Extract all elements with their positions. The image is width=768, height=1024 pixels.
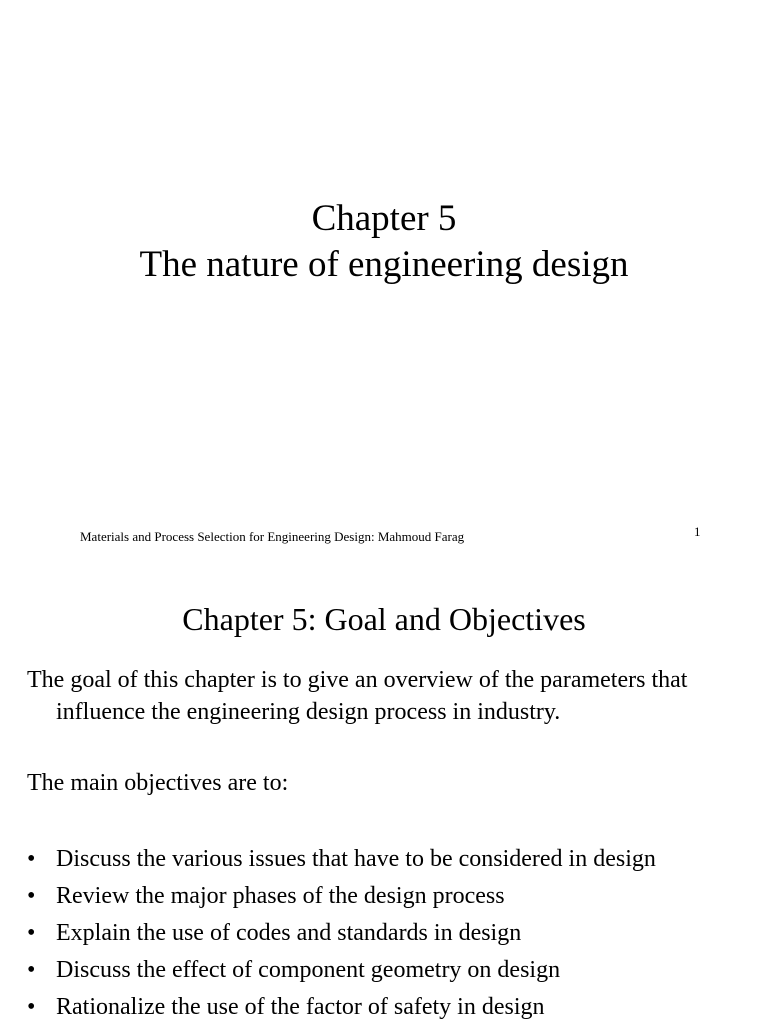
objectives-list xyxy=(27,841,656,1024)
chapter-title: The nature of engineering design xyxy=(139,244,629,285)
bullet-icon: • xyxy=(27,994,36,1020)
slide-2 xyxy=(0,575,768,1024)
list-item xyxy=(27,915,656,952)
objective-text: Review the major phases of the design process xyxy=(56,883,505,909)
bullet-icon: • xyxy=(27,920,36,946)
slide-1-title xyxy=(0,196,768,288)
bullet-icon: • xyxy=(27,883,36,909)
goal-paragraph: The goal of this chapter is to give an overview of the parameters that influence the engineering design process in industry. xyxy=(27,667,688,725)
objective-text: Explain the use of codes and standards in design xyxy=(56,920,522,946)
objective-text: Discuss the effect of component geometry on design xyxy=(56,957,561,983)
list-item xyxy=(27,989,656,1024)
list-item xyxy=(27,841,656,878)
list-item xyxy=(27,878,656,915)
objectives-intro: The main objectives are to: xyxy=(27,770,289,796)
bullet-icon: • xyxy=(27,846,36,872)
slide-2-title: Chapter 5: Goal and Objectives xyxy=(182,601,586,637)
objective-text: Rationalize the use of the factor of safety in design xyxy=(56,994,545,1020)
chapter-number: Chapter 5 xyxy=(311,198,457,239)
bullet-icon: • xyxy=(27,957,36,983)
objective-text: Discuss the various issues that have to be considered in design xyxy=(56,846,656,872)
slide-footer: Materials and Process Selection for Engineering Design: Mahmoud Farag xyxy=(80,529,465,544)
page-number: 1 xyxy=(694,524,701,539)
list-item xyxy=(27,952,656,989)
